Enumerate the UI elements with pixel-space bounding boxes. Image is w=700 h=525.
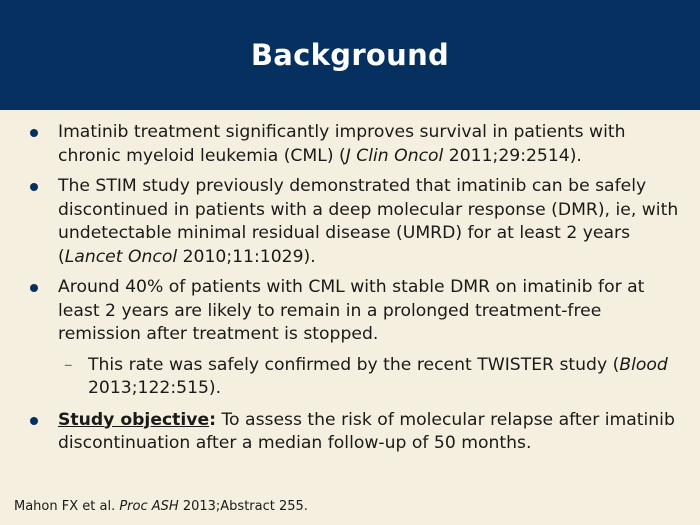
footer-journal: Proc ASH bbox=[119, 499, 179, 514]
bullet-item-2 bbox=[26, 175, 686, 269]
title-bar bbox=[0, 0, 700, 110]
slide-content bbox=[26, 121, 686, 463]
objective-label: Study objective bbox=[58, 409, 210, 430]
citation-ref: 2013;122:515). bbox=[88, 378, 222, 398]
bullet-dot-icon bbox=[30, 417, 38, 425]
footer-citation bbox=[14, 499, 308, 514]
citation-journal: J Clin Oncol bbox=[345, 145, 444, 166]
bullet-dot-icon bbox=[30, 129, 38, 137]
sub-bullet-item bbox=[26, 354, 686, 401]
sub-bullet-text: This rate was safely confirmed by the recent TWISTER study ( bbox=[88, 354, 620, 375]
objective-heading bbox=[58, 410, 216, 430]
footer-author: Mahon FX et al. bbox=[14, 499, 120, 514]
bullet-text: Imatinib treatment significantly improves survival in patients with chronic myeloid leukemia (CML) ( bbox=[58, 122, 626, 166]
objective-colon: : bbox=[209, 409, 217, 430]
bullet-text: The STIM study previously demonstrated that imatinib can be safely discontinued in patients with a deep molecular response (DMR), ie, with undetectable minimal residual disease (UMRD) for at least 2 years ( bbox=[58, 176, 679, 267]
dash-icon: – bbox=[64, 354, 73, 375]
slide-title: Background bbox=[250, 38, 450, 72]
bullet-dot-icon bbox=[30, 183, 38, 191]
bullet-item-3 bbox=[26, 276, 686, 347]
bullet-text: Around 40% of patients with CML with stable DMR on imatinib for at least 2 years are likely to remain in a prolonged treatment-free remission after treatment is stopped. bbox=[58, 277, 645, 344]
bullet-item-objective bbox=[26, 409, 686, 456]
bullet-dot-icon bbox=[30, 284, 38, 292]
citation-journal: Blood bbox=[619, 354, 668, 375]
footer-ref: 2013;Abstract 255. bbox=[178, 499, 308, 514]
citation-ref: 2010;11:1029). bbox=[177, 246, 316, 267]
citation-ref: 2011;29:2514). bbox=[443, 145, 582, 166]
bullet-item-1 bbox=[26, 121, 686, 168]
objective-text: To assess the risk of molecular relapse after imatinib discontinuation after a median follow-up of 50 months. bbox=[58, 409, 675, 453]
citation-journal: Lancet Oncol bbox=[64, 246, 178, 267]
